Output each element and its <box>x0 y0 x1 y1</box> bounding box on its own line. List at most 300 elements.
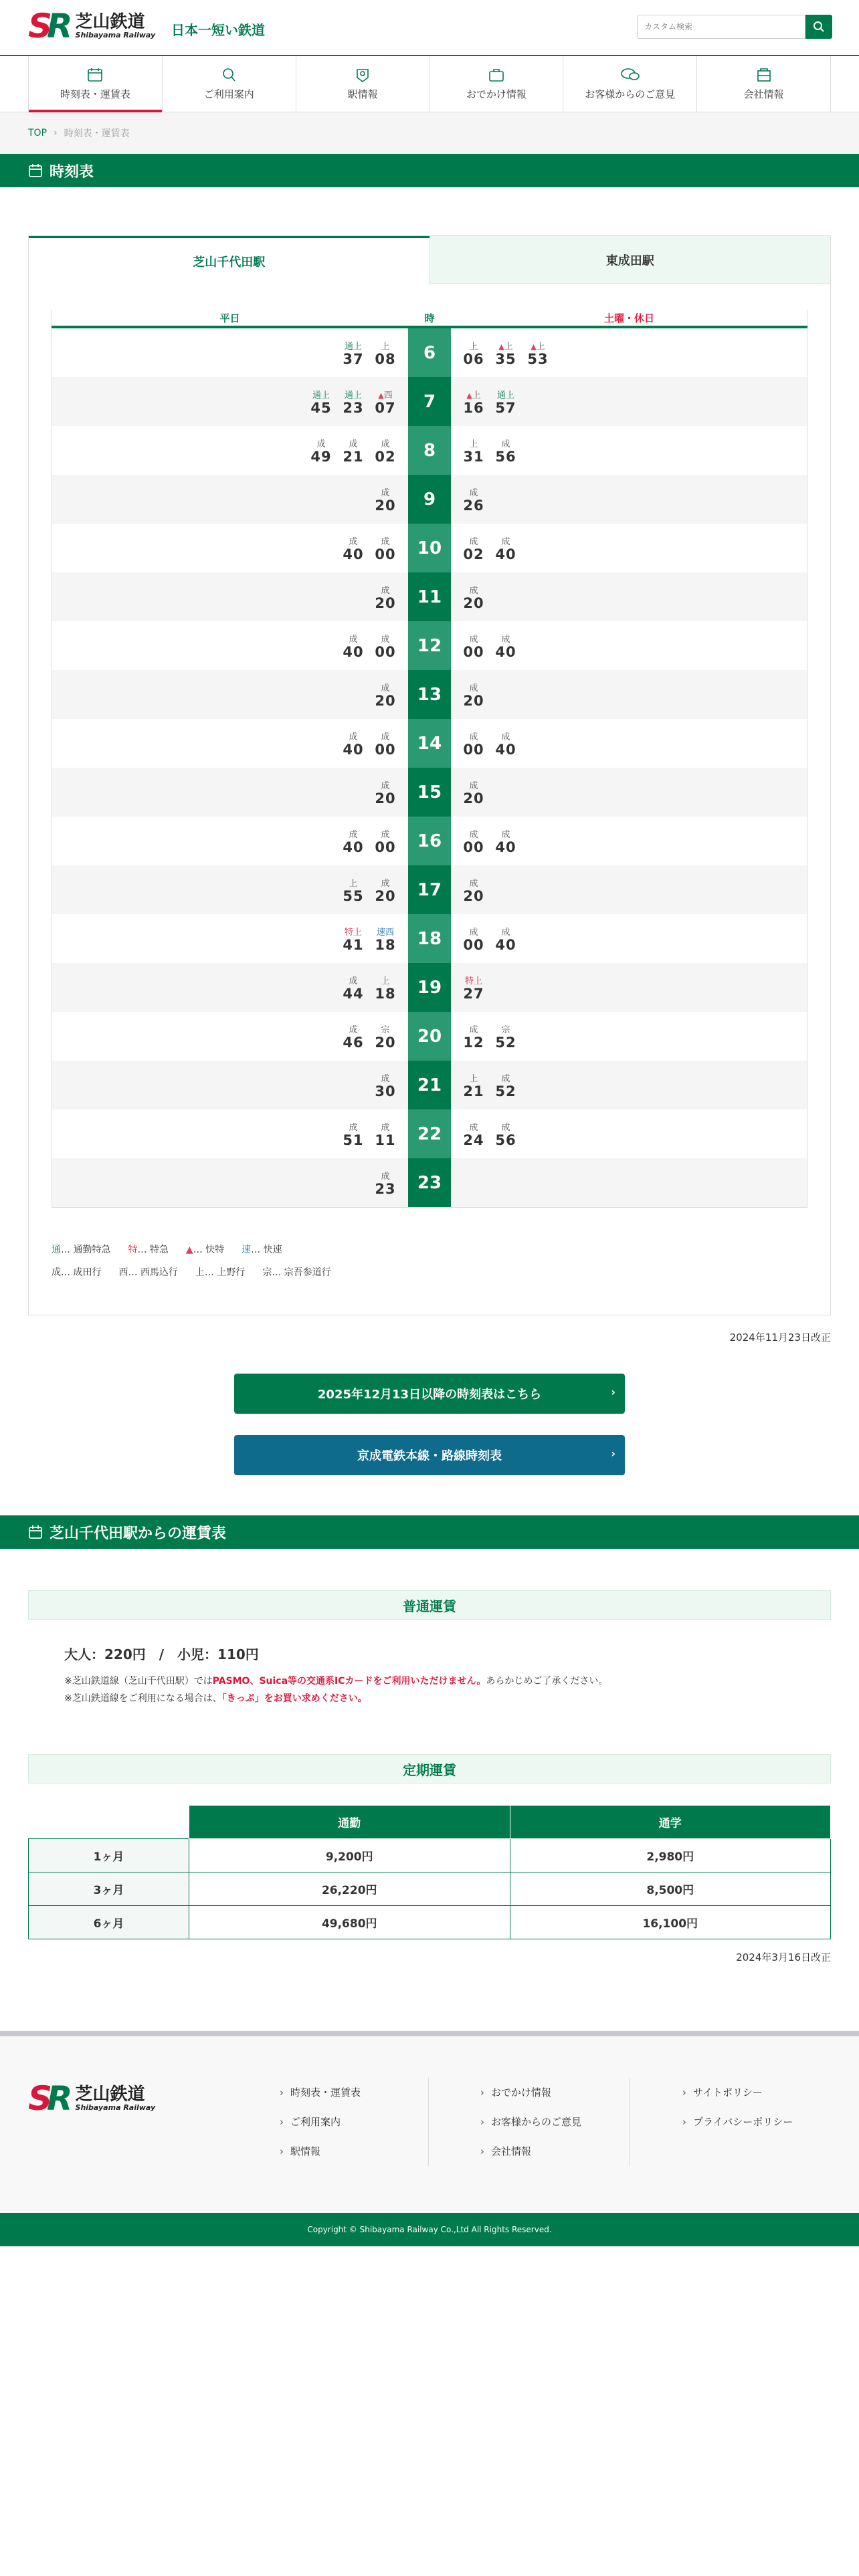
timetable-row <box>52 621 807 670</box>
weekday-departures <box>52 328 408 377</box>
departure-minute: 06 <box>463 350 484 367</box>
nav-item-guide[interactable] <box>163 56 296 112</box>
departure-minute: 40 <box>343 741 364 758</box>
departure-minute: 40 <box>343 643 364 660</box>
departure <box>490 1023 522 1051</box>
departure <box>490 1120 522 1148</box>
departure <box>337 1120 369 1148</box>
train-type: 成 <box>349 634 358 645</box>
weekday-departures <box>52 426 408 475</box>
departure <box>369 827 401 855</box>
hour-cell: 9 <box>408 475 451 524</box>
departure <box>369 876 401 904</box>
train-type: 成 <box>501 1073 510 1084</box>
train-type: 宗 <box>381 1025 390 1035</box>
breadcrumb-current: 時刻表・運賃表 <box>64 128 130 139</box>
departure <box>337 730 369 758</box>
departure-minute: 40 <box>495 546 516 562</box>
weekday-departures <box>52 670 408 719</box>
timetable-row <box>52 377 807 426</box>
hour-heading: 時 <box>424 312 435 324</box>
departure-minute: 11 <box>375 1132 396 1148</box>
breadcrumb-top-link[interactable]: TOP <box>28 128 47 138</box>
footer-link[interactable]: › プライバシーポリシー <box>682 2107 793 2137</box>
weekday-heading: 平日 <box>219 312 240 324</box>
fare-revised-date: 2024年3月16日改正 <box>736 1951 831 1963</box>
train-type: 成 <box>381 488 390 498</box>
column-header: 通学 <box>510 1806 831 1839</box>
departure-minute: 53 <box>527 350 549 367</box>
train-type: ▲上 <box>498 341 513 352</box>
departure-minute: 46 <box>343 1034 364 1051</box>
departure-minute: 40 <box>495 839 516 855</box>
departure-minute: 49 <box>310 448 332 465</box>
departure <box>337 534 369 562</box>
hour-cell: 15 <box>408 768 451 817</box>
departure <box>458 486 490 514</box>
train-type: 成 <box>469 585 478 596</box>
section-title: 時刻表 <box>50 163 94 181</box>
keisei-timetable-button[interactable]: 京成電鉄本線・路線時刻表 › <box>234 1435 625 1475</box>
departure <box>337 632 369 660</box>
timetable-row <box>52 1012 807 1061</box>
departure-minute: 00 <box>463 936 484 953</box>
departure <box>490 827 522 855</box>
legend-item: 特… 特急 <box>128 1245 169 1255</box>
column-header: 通勤 <box>189 1806 510 1839</box>
footer-logo[interactable] <box>28 2079 156 2118</box>
weekend-departures <box>451 768 807 817</box>
weekday-departures <box>52 1012 408 1061</box>
departure <box>458 339 490 367</box>
train-type: 成 <box>501 927 510 938</box>
timetable-row <box>52 963 807 1012</box>
site-footer <box>0 2031 859 2213</box>
train-type: 特上 <box>344 927 362 938</box>
weekday-departures <box>52 768 408 817</box>
train-type: 成 <box>349 1025 358 1035</box>
departure-minute: 40 <box>343 839 364 855</box>
site-header <box>0 0 859 55</box>
timetable-revised-date: 2024年11月23日改正 <box>729 1331 831 1344</box>
timetable-row <box>52 426 807 475</box>
timetable-row <box>52 572 807 621</box>
departure <box>458 778 490 807</box>
timetable-row <box>52 719 807 768</box>
departure <box>458 632 490 660</box>
timetable-row <box>52 817 807 865</box>
breadcrumb <box>0 112 859 154</box>
train-type: 成 <box>469 927 478 938</box>
tab-higashi-narita[interactable]: 東成田駅 <box>430 236 831 284</box>
weekend-departures <box>451 1109 807 1158</box>
hour-cell: 22 <box>408 1109 451 1158</box>
departure-minute: 20 <box>375 497 396 514</box>
departure <box>369 339 401 367</box>
departure <box>337 876 369 904</box>
train-type: ▲上 <box>466 390 481 401</box>
footer-link[interactable]: › サイトポリシー <box>682 2078 793 2107</box>
nav-item-company[interactable] <box>697 56 831 112</box>
fare-icon <box>28 1525 43 1539</box>
nav-label: 会社情報 <box>743 88 784 100</box>
weekday-departures <box>52 963 408 1012</box>
logo-text-jp: 芝山鉄道 <box>75 2084 145 2105</box>
weekend-departures <box>451 963 807 1012</box>
departure <box>490 1071 522 1099</box>
timetable-row <box>52 1109 807 1158</box>
departure <box>369 1169 401 1197</box>
footer-links-col1 <box>280 2078 427 2166</box>
map-icon <box>354 67 371 83</box>
departure-minute: 20 <box>463 595 484 611</box>
fare-notes <box>0 1663 859 1707</box>
departure-minute: 57 <box>495 399 516 416</box>
train-type: 成 <box>381 1171 390 1182</box>
train-type: 成 <box>469 536 478 547</box>
train-type: 成 <box>349 829 358 840</box>
hour-cell: 7 <box>408 377 451 426</box>
train-type: 成 <box>469 634 478 645</box>
weekend-departures <box>451 1061 807 1109</box>
departure <box>458 827 490 855</box>
departure-minute: 52 <box>495 1034 516 1051</box>
nav-label: 時刻表・運賃表 <box>60 88 130 100</box>
departure <box>490 730 522 758</box>
weekend-departures <box>451 1158 807 1207</box>
departure <box>369 1071 401 1099</box>
weekday-departures <box>52 1061 408 1109</box>
breadcrumb-separator: › <box>54 128 58 138</box>
departure <box>305 388 337 416</box>
departure <box>369 632 401 660</box>
weekday-departures <box>52 524 408 572</box>
train-type: 成 <box>381 732 390 742</box>
logo-mark: SR <box>28 2079 68 2118</box>
chevron-right-icon: › <box>611 1447 615 1460</box>
train-type: 通上 <box>496 390 514 401</box>
train-type: 成 <box>381 439 390 449</box>
train-type: 上 <box>469 439 478 449</box>
train-type: 通上 <box>344 341 362 352</box>
building-icon <box>755 67 773 83</box>
student-fare-cell: 2,980円 <box>510 1839 831 1872</box>
departure <box>369 583 401 611</box>
nav-item-outing[interactable] <box>430 56 563 112</box>
departure <box>369 730 401 758</box>
legend-train-types <box>52 1239 807 1261</box>
legend-item: 上… 上野行 <box>195 1267 246 1278</box>
departure-minute: 20 <box>375 595 396 611</box>
train-type: 成 <box>501 829 510 840</box>
departure <box>458 974 490 1002</box>
weekend-departures <box>451 914 807 963</box>
departure <box>458 583 490 611</box>
departure <box>458 1071 490 1099</box>
departure <box>337 1023 369 1051</box>
departure <box>490 437 522 465</box>
weekend-departures <box>451 670 807 719</box>
departure <box>522 339 554 367</box>
footer-link[interactable]: › お客様からのご意見 <box>480 2107 628 2137</box>
departure-minute: 20 <box>375 1034 396 1051</box>
tab-shibayama-chiyoda[interactable]: 芝山千代田駅 <box>29 236 430 284</box>
legend-destinations <box>52 1261 807 1284</box>
hour-cell: 11 <box>408 572 451 621</box>
weekend-departures <box>451 426 807 475</box>
legend-item: ▲… 快特 <box>185 1245 225 1255</box>
train-type: 成 <box>381 780 390 791</box>
departure-minute: 00 <box>375 643 396 660</box>
hour-cell: 20 <box>408 1012 451 1061</box>
weekday-departures <box>52 1158 408 1207</box>
logo-mark: SR <box>28 7 68 45</box>
departure <box>337 827 369 855</box>
site-logo[interactable] <box>28 9 155 43</box>
departure <box>490 925 522 953</box>
weekend-heading: 土曜・休日 <box>603 312 654 324</box>
train-type: 成 <box>469 488 478 498</box>
departure-minute: 26 <box>463 497 484 514</box>
legend <box>29 1208 830 1315</box>
departure-minute: 08 <box>375 350 396 367</box>
train-type: 成 <box>469 829 478 840</box>
footer-link[interactable]: › 駅情報 <box>280 2137 427 2166</box>
train-type: 特上 <box>464 976 482 986</box>
timetable-rows <box>52 328 807 1207</box>
timetable-row <box>52 670 807 719</box>
train-type: 成 <box>349 976 358 986</box>
search-button[interactable] <box>805 15 832 39</box>
search-icon <box>813 21 825 33</box>
departure <box>458 681 490 709</box>
tagline: 日本一短い鉄道 <box>171 22 265 38</box>
period-cell: 6ヶ月 <box>29 1906 189 1939</box>
commuter-fare-cell: 26,220円 <box>189 1872 510 1906</box>
departure-minute: 21 <box>343 448 364 465</box>
search-input[interactable] <box>637 15 805 39</box>
new-timetable-button[interactable]: 2025年12月13日以降の時刻表はこちら › <box>234 1374 625 1414</box>
departure-minute: 00 <box>375 839 396 855</box>
train-type: 成 <box>469 1122 478 1133</box>
weekday-departures <box>52 572 408 621</box>
timetable-row <box>52 914 807 963</box>
global-nav <box>0 55 859 112</box>
logo-text-jp: 芝山鉄道 <box>75 11 145 32</box>
departure-minute: 00 <box>463 741 484 758</box>
departure-minute: 37 <box>343 350 364 367</box>
timetable-row <box>52 524 807 572</box>
departure <box>458 925 490 953</box>
weekend-departures <box>451 475 807 524</box>
train-type: 上 <box>469 1073 478 1084</box>
hour-cell: 12 <box>408 621 451 670</box>
nav-item-station[interactable] <box>296 56 430 112</box>
departure-minute: 18 <box>375 936 396 953</box>
timetable-row <box>52 328 807 377</box>
train-type: 宗 <box>501 1025 510 1035</box>
hour-cell: 17 <box>408 865 451 914</box>
train-type: 上 <box>349 878 358 889</box>
train-type: 成 <box>349 536 358 547</box>
fare-section-header <box>0 1515 859 1549</box>
student-fare-cell: 8,500円 <box>510 1872 831 1906</box>
hour-cell: 10 <box>408 524 451 572</box>
nav-item-timetable[interactable] <box>28 56 163 112</box>
departure-minute: 40 <box>495 643 516 660</box>
nav-label: 駅情報 <box>347 88 378 100</box>
weekday-departures <box>52 865 408 914</box>
hour-cell: 18 <box>408 914 451 963</box>
train-type: 上 <box>381 976 390 986</box>
nav-label: お客様からのご意見 <box>585 88 676 100</box>
departure-minute: 00 <box>375 741 396 758</box>
departure <box>369 925 401 953</box>
weekday-departures <box>52 817 408 865</box>
footer-link[interactable]: › 会社情報 <box>480 2137 628 2166</box>
departure <box>369 974 401 1002</box>
train-type: 成 <box>381 878 390 889</box>
legend-item: 宗… 宗吾参道行 <box>262 1267 331 1278</box>
normal-fare-line: 大人：220円 / 小児：110円 <box>64 1646 259 1662</box>
departure <box>458 437 490 465</box>
departure <box>369 437 401 465</box>
timetable-row <box>52 475 807 524</box>
departure-minute: 52 <box>495 1083 516 1099</box>
train-type: 成 <box>349 1122 358 1133</box>
weekend-departures <box>451 865 807 914</box>
departure <box>458 730 490 758</box>
departure <box>490 339 522 367</box>
weekday-departures <box>52 914 408 963</box>
speech-bubble-icon <box>620 67 640 83</box>
departure-minute: 40 <box>343 546 364 562</box>
station-tabs <box>29 236 830 284</box>
student-fare-cell: 16,100円 <box>510 1906 831 1939</box>
departure <box>458 388 490 416</box>
legend-item: 速… 快速 <box>242 1245 282 1255</box>
departure <box>369 534 401 562</box>
departure <box>490 388 522 416</box>
train-type: 成 <box>316 439 326 449</box>
timetable-row <box>52 768 807 817</box>
departure-minute: 31 <box>463 448 484 465</box>
train-type: ▲上 <box>531 341 545 352</box>
departure-minute: 40 <box>495 741 516 758</box>
table-row <box>29 1872 831 1906</box>
train-type: 成 <box>469 683 478 693</box>
departure-minute: 55 <box>343 887 364 904</box>
nav-label: ご利用案内 <box>203 88 254 100</box>
footer-link[interactable]: › おでかけ情報 <box>480 2078 628 2107</box>
weekend-departures <box>451 572 807 621</box>
nav-item-feedback[interactable] <box>563 56 697 112</box>
hour-cell: 6 <box>408 328 451 377</box>
train-type: 通上 <box>344 390 362 401</box>
bag-icon <box>488 67 505 83</box>
pass-fare-table <box>28 1805 831 1939</box>
departure <box>490 632 522 660</box>
departure-minute: 21 <box>463 1083 484 1099</box>
section-title: 芝山千代田駅からの運賃表 <box>50 1525 227 1542</box>
weekday-departures <box>52 1109 408 1158</box>
departure-minute: 20 <box>375 692 396 709</box>
timetable-row <box>52 865 807 914</box>
chevron-right-icon: › <box>611 1386 615 1398</box>
train-type: 成 <box>381 1073 390 1084</box>
weekday-departures <box>52 621 408 670</box>
footer-link[interactable]: › ご利用案内 <box>280 2107 427 2137</box>
departure <box>369 486 401 514</box>
departure <box>369 1023 401 1051</box>
departure-minute: 18 <box>375 985 396 1002</box>
normal-fare-title: 普通運賃 <box>28 1590 831 1620</box>
departure-minute: 23 <box>343 399 364 416</box>
calendar-icon <box>86 67 104 83</box>
fare-note-ticket: ※芝山鉄道線をご利用になる場合は、「きっぷ」をお買い求めください。 <box>64 1693 367 1704</box>
train-type: 上 <box>469 341 478 352</box>
weekend-departures <box>451 1012 807 1061</box>
train-type: 速西 <box>376 927 394 938</box>
departure <box>369 681 401 709</box>
departure-minute: 35 <box>495 350 516 367</box>
train-type: 成 <box>501 1122 510 1133</box>
departure <box>458 534 490 562</box>
train-type: 通上 <box>312 390 330 401</box>
footer-link[interactable]: › 時刻表・運賃表 <box>280 2078 427 2107</box>
timetable-section-header <box>0 154 859 187</box>
train-type: 成 <box>381 683 390 693</box>
copyright: Copyright © Shibayama Railway Co.,Ltd All Rights Reserved. <box>0 2213 859 2246</box>
train-type: 成 <box>349 439 358 449</box>
train-type: 成 <box>381 1122 390 1133</box>
departure-minute: 27 <box>463 985 484 1002</box>
rapid-ltd-marker-icon: ▲ <box>498 342 504 351</box>
departure <box>369 778 401 807</box>
weekday-departures <box>52 719 408 768</box>
period-cell: 1ヶ月 <box>29 1839 189 1872</box>
timetable-row <box>52 1061 807 1109</box>
footer-links-col2 <box>480 2078 628 2166</box>
rapid-ltd-marker-icon: ▲ <box>378 391 384 400</box>
departure-minute: 51 <box>343 1132 364 1148</box>
rapid-ltd-marker-icon: ▲ <box>466 391 472 400</box>
train-type: 成 <box>469 878 478 889</box>
departure-minute: 56 <box>495 1132 516 1148</box>
table-row <box>29 1906 831 1939</box>
departure-minute: 02 <box>463 546 484 562</box>
departure <box>369 1120 401 1148</box>
departure-minute: 23 <box>375 1180 396 1197</box>
legend-item: 西… 西馬込行 <box>118 1267 178 1278</box>
weekend-departures <box>451 719 807 768</box>
commuter-fare-cell: 9,200円 <box>189 1839 510 1872</box>
timetable-grid <box>52 310 807 1208</box>
departure-minute: 07 <box>375 399 396 416</box>
timetable-row <box>52 1158 807 1207</box>
hour-cell: 19 <box>408 963 451 1012</box>
pass-fare-title: 定期運賃 <box>28 1754 831 1784</box>
train-type: 成 <box>501 439 510 449</box>
departure-minute: 02 <box>375 448 396 465</box>
hour-cell: 13 <box>408 670 451 719</box>
train-type: 成 <box>501 732 510 742</box>
departure <box>490 534 522 562</box>
period-cell: 3ヶ月 <box>29 1872 189 1906</box>
weekend-departures <box>451 328 807 377</box>
hour-cell: 23 <box>408 1158 451 1207</box>
departure-minute: 24 <box>463 1132 484 1148</box>
